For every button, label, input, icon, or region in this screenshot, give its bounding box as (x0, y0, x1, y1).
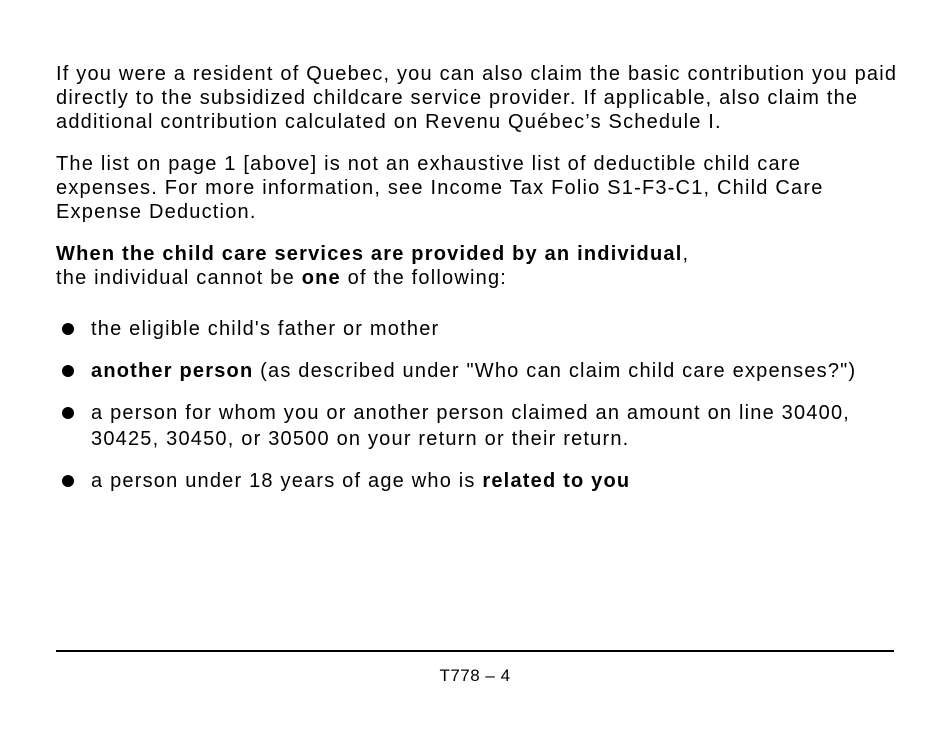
list-item (56, 468, 906, 494)
individual-provider-heading: When the child care services are provided by an individual (56, 243, 683, 265)
bullet-text: a person under 18 years of age who is (91, 470, 483, 492)
exclusion-list (56, 316, 906, 494)
quebec-paragraph: If you were a resident of Quebec, you can also claim the basic contribution you paid directly to the subsidized childcare service provider. If applicable, also claim the additional contribution calculated on Revenu Québec’s Schedule I. (56, 63, 898, 133)
another-person-emphasis: another person (91, 360, 254, 382)
list-item (56, 358, 906, 384)
related-to-you-emphasis: related to you (482, 470, 631, 492)
following-text: of the following: (340, 267, 508, 289)
one-emphasis: one (301, 267, 341, 289)
page-content (56, 62, 906, 510)
bullet-dot-icon (62, 407, 74, 419)
footer-divider (56, 650, 894, 652)
bullet-dot-icon (62, 323, 74, 335)
bullet-text: (as described under "Who can claim child care expenses?") (253, 360, 857, 382)
list-item (56, 316, 906, 342)
exhaustive-list-paragraph: The list on page 1 [above] is not an exhaustive list of deductible child care expenses. For more information, see Income Tax Folio S1-F3-C1, Child Care Expense Deduction. (56, 153, 824, 223)
list-item (56, 400, 906, 452)
bullet-text: the eligible child's father or mother (91, 318, 440, 340)
bullet-dot-icon (62, 365, 74, 377)
bullet-dot-icon (62, 475, 74, 487)
individual-provider-paragraph (56, 242, 906, 290)
bullet-text: a person for whom you or another person claimed an amount on line 30400, 30425, 30450, or 30500 on your return or their return. (91, 402, 851, 450)
heading-comma: , (682, 243, 690, 265)
page-number: T778 – 4 (439, 666, 511, 685)
cannot-be-text: the individual cannot be (56, 267, 302, 289)
